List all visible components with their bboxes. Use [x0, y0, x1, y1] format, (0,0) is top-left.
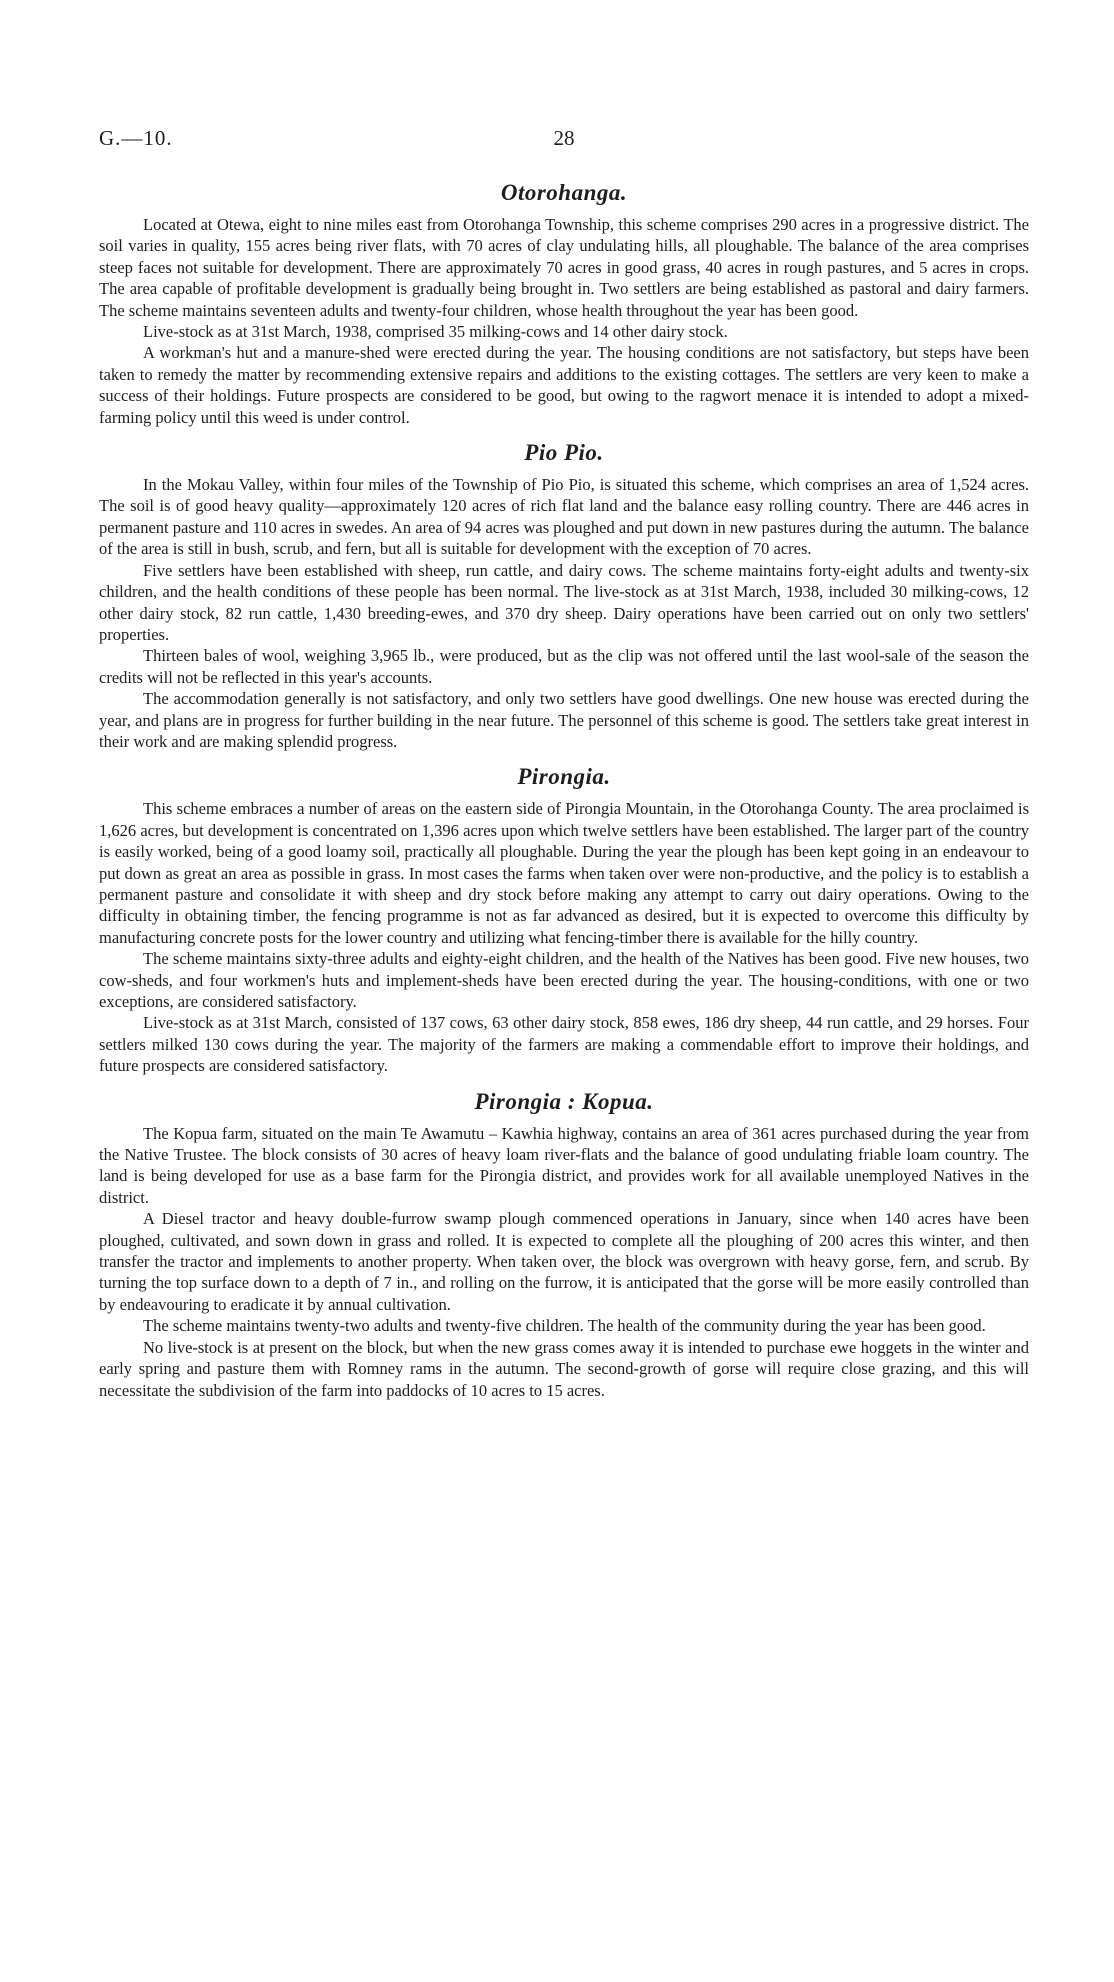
paragraph: The scheme maintains twenty-two adults and twenty-five children. The health of the community during the year has been good.: [143, 1316, 986, 1336]
paragraph: The accommodation generally is not satisfactory, and only two settlers have good dwellings. One new house was erected during the year, and plans are in progress for further building in the near future. The personnel of this scheme is good. The settlers take great interest in their work and are making splendid progress.: [99, 689, 1029, 751]
paragraph: Five settlers have been established with sheep, run cattle, and dairy cows. The scheme maintains forty-eight adults and twenty-six children, and the health conditions of these people has been normal. The live-stock as at 31st March, 1938, included 30 milking-cows, 12 other dairy stock, 82 run cattle, 1,430 breeding-ewes, and 370 dry sheep. Dairy operations have been carried out on only two settlers' properties.: [99, 560, 1029, 644]
paragraph: The Kopua farm, situated on the main Te Awamutu – Kawhia highway, contains an area of 361 acres purchased during the year from the Native Trustee. The block consists of 30 acres of heavy loam river-flats and the balance of good undulating friable loam country. The land is being developed for use as a base farm for the Pirongia district, and provides work for all available unemployed Natives in the district.: [99, 1123, 1029, 1207]
section-title: Otorohanga.: [500, 180, 628, 205]
section-pio-pio: [99, 438, 1029, 752]
paragraph: This scheme embraces a number of areas on the eastern side of Pirongia Mountain, in the Otorohanga County. The area proclaimed is 1,626 acres, but development is concentrated on 1,396 acres upon which twelve settlers have been established. The larger part of the country is easily worked, being of a good loamy soil, practically all ploughable. During the year the plough has been kept going in an endeavour to put down as great an area as possible in grass. In most cases the farms when taken over were non-productive, and the policy is to establish a permanent pasture and consolidate it with sheep and dry stock before making any attempt to carry out dairy operations. Owing to the difficulty in obtaining timber, the fencing programme is not as far advanced as desired, but it is expected to overcome this difficulty by manufacturing concrete posts for the lower country and utilizing what fencing-timber there is available for the hilly country.: [99, 799, 1029, 947]
paragraph: A Diesel tractor and heavy double-furrow swamp plough commenced operations in January, since when 140 acres have been ploughed, cultivated, and sown down in grass and rolled. It is expected to complete all the ploughing of 200 acres this winter, and then transfer the tractor and implements to another property. When taken over, the block was overgrown with heavy gorse, fern, and scrub. By turning the top surface down to a depth of 7 in., and rolling on the furrow, it is anticipated that the gorse will be more easily controlled than by endeavouring to eradicate it by annual cultivation.: [99, 1209, 1029, 1314]
paragraph: Live-stock as at 31st March, 1938, comprised 35 milking-cows and 14 other dairy stock.: [143, 322, 728, 342]
paragraph: In the Mokau Valley, within four miles of the Township of Pio Pio, is situated this scheme, which comprises an area of 1,524 acres. The soil is of good heavy quality—approximately 120 acres of rich flat land and the balance easy rolling country. There are 446 acres in permanent pasture and 110 acres in swedes. An area of 94 acres was ploughed and put down in new pastures during the autumn. The balance of the area is still in bush, scrub, and fern, but all is suitable for development with the exception of 70 acres.: [99, 475, 1029, 559]
paragraph: Thirteen bales of wool, weighing 3,965 lb., were produced, but as the clip was not offered until the last wool-sale of the season the credits will not be reflected in this year's accounts.: [99, 646, 1029, 687]
report-reference: G.—10.: [99, 126, 173, 150]
paragraph: Live-stock as at 31st March, consisted of 137 cows, 63 other dairy stock, 858 ewes, 186 dry sheep, 44 run cattle, and 29 horses. Four settlers milked 130 cows during the year. The majority of the farmers are making a commendable effort to improve their holdings, and future prospects are considered satisfactory.: [99, 1013, 1029, 1076]
page-content: [99, 178, 1029, 1411]
section-otorohanga: [99, 178, 1029, 428]
paragraph: Located at Otewa, eight to nine miles east from Otorohanga Township, this scheme comprises 290 acres in a progressive district. The soil varies in quality, 155 acres being river flats, with 70 acres of clay undulating hills, all ploughable. The balance of the area comprises steep faces not suitable for development. There are approximately 70 acres in good grass, 40 acres in rough pastures, and 5 acres in crops. The area capable of profitable development is gradually being brought in. Two settlers are being established as pastoral and dairy farmers. The scheme maintains seventeen adults and twenty-four children, whose health throughout the year has been good.: [99, 215, 1029, 320]
paragraph: The scheme maintains sixty-three adults and eighty-eight children, and the health of the Natives has been good. Five new houses, two cow-sheds, and four workmen's huts and implement-sheds have been erected during the year. The housing-conditions, with one or two exceptions, are considered satisfactory.: [99, 949, 1029, 1011]
paragraph: A workman's hut and a manure-shed were erected during the year. The housing conditions are not satisfactory, but steps have been taken to remedy the matter by recommending extensive repairs and additions to the existing cottages. The settlers are very keen to make a success of their holdings. Future prospects are considered to be good, but owing to the ragwort menace it is intended to adopt a mixed-farming policy until this weed is under control.: [99, 343, 1029, 427]
section-title: Pirongia.: [517, 764, 611, 790]
section-title: Pio Pio.: [524, 440, 604, 466]
page-number: 28: [553, 126, 575, 150]
section-pirongia-kopua: [99, 1087, 1029, 1401]
page-header: [99, 126, 1029, 156]
section-pirongia: [99, 762, 1029, 1076]
paragraph: No live-stock is at present on the block, but when the new grass comes away it is intended to purchase ewe hoggets in the winter and early spring and pasture them with Romney rams in the autumn. The second-growth of gorse will require close grazing, and this will necessitate the subdivision of the farm into paddocks of 10 acres to 15 acres.: [99, 1337, 1029, 1400]
section-title: Pirongia : Kopua.: [474, 1088, 654, 1114]
